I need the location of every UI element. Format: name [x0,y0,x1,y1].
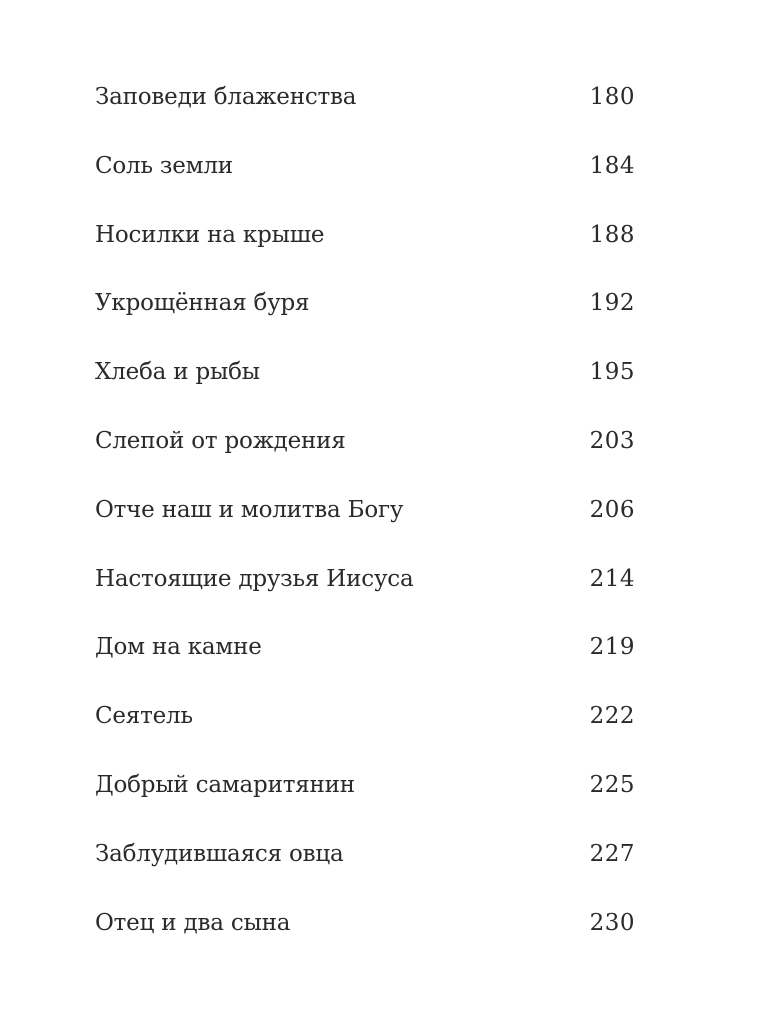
toc-entry[interactable] [95,153,635,222]
toc-entry-page: 192 [589,290,635,317]
toc-entry[interactable] [95,359,635,428]
toc-entry-title: Дом на камне [95,634,262,661]
toc-entry-page: 184 [589,152,635,179]
toc-entry-title: Носилки на крыше [95,221,325,248]
toc-entry[interactable] [95,222,635,291]
toc-entry[interactable] [95,290,635,359]
toc-entry[interactable] [95,910,635,979]
toc-entry-page: 230 [589,909,635,936]
toc-entry-page: 214 [589,565,635,592]
toc-entry-title: Настоящие друзья Иисуса [95,565,414,592]
table-of-contents [95,84,635,978]
toc-entry[interactable] [95,772,635,841]
toc-entry-title: Отче наш и молитва Богу [95,496,404,523]
toc-entry-page: 188 [589,221,635,248]
toc-entry[interactable] [95,84,635,153]
toc-entry-title: Сеятель [95,703,193,730]
toc-entry-page: 195 [589,359,635,386]
toc-entry-page: 219 [589,634,635,661]
toc-entry[interactable] [95,703,635,772]
toc-entry[interactable] [95,634,635,703]
toc-entry-title: Заповеди блаженства [95,84,357,110]
toc-entry[interactable] [95,841,635,910]
toc-entry-page: 227 [589,840,635,867]
toc-entry-title: Добрый самаритянин [95,771,355,798]
toc-entry-title: Слепой от рождения [95,427,346,454]
toc-entry-page: 206 [589,496,635,523]
toc-entry-title: Хлеба и рыбы [95,359,260,386]
toc-entry-title: Соль земли [95,152,233,179]
toc-entry-page: 225 [589,771,635,798]
toc-entry[interactable] [95,566,635,635]
toc-entry-title: Укрощённая буря [95,290,310,317]
toc-entry-page: 180 [589,84,635,110]
toc-entry-page: 203 [589,427,635,454]
toc-entry-page: 222 [589,703,635,730]
toc-entry-title: Заблудившаяся овца [95,840,344,867]
toc-entry[interactable] [95,428,635,497]
toc-entry-title: Отец и два сына [95,909,291,936]
toc-entry[interactable] [95,497,635,566]
